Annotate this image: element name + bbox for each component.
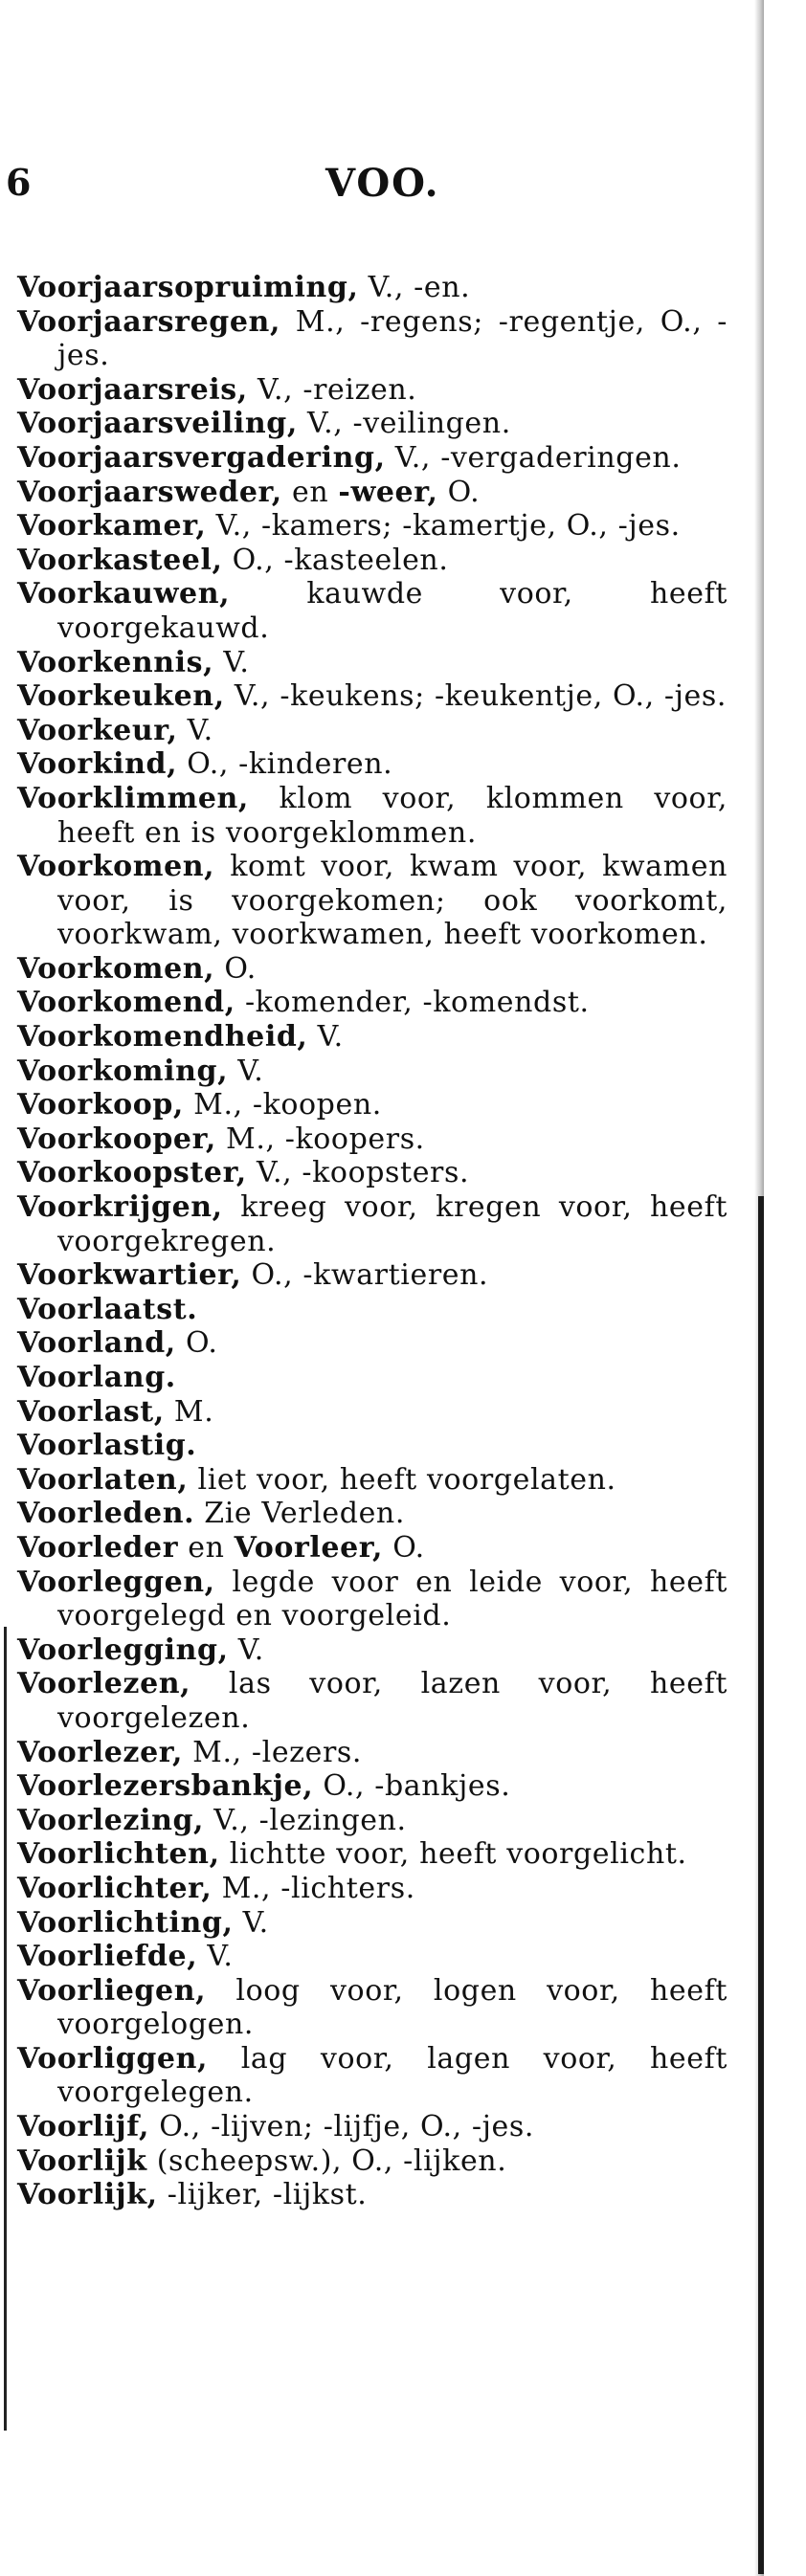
entry-definition: M., -koopen.: [183, 1088, 382, 1122]
entry-headword: Voorlijk,: [17, 2178, 158, 2212]
dictionary-entry: [17, 373, 728, 408]
entry-headword: Voorlaten,: [17, 1462, 189, 1497]
entry-body: [17, 1566, 728, 1633]
dictionary-entry: [17, 1395, 728, 1430]
entry-definition: V.: [307, 1020, 344, 1055]
dictionary-entry: [17, 1156, 728, 1190]
dictionary-entry: [17, 952, 728, 987]
entry-body: [17, 1055, 728, 1089]
page-edge-binding: [758, 1196, 764, 2574]
dictionary-entry: [17, 544, 728, 578]
entry-headword: Voorjaarsreis,: [17, 372, 248, 407]
entry-headword: Voorjaarsregen,: [17, 304, 280, 339]
entry-headword: Voorlaatst.: [17, 1292, 198, 1326]
entry-definition: O., -lijven; -lijfje, O., -jes.: [149, 2110, 534, 2144]
entry-definition: V.: [177, 713, 213, 747]
entry-headword: Voorjaarsveiling,: [17, 407, 298, 441]
entry-body: [17, 1804, 728, 1838]
entry-definition: (scheepsw.), O., -lijken.: [146, 2143, 507, 2178]
entry-body: [17, 1633, 728, 1668]
entry-definition: O., -bankjes.: [313, 1769, 511, 1804]
entry-headword: Voorlezer,: [17, 1735, 184, 1769]
entry-headword: Voorjaarsweder,: [17, 475, 282, 509]
entry-headword: Voorkomen,: [17, 850, 215, 884]
entry-definition: M., -regens; -regentje, O., -jes.: [57, 304, 728, 373]
entry-headword: Voorlichten,: [17, 1837, 220, 1872]
entry-body: [17, 1837, 728, 1872]
entry-definition: O., -kasteelen.: [222, 543, 449, 577]
entry-headword: Voorkeur,: [17, 713, 178, 747]
entry-headword: Voorleder: [17, 1530, 179, 1565]
entry-definition: O., -kwartieren.: [241, 1258, 489, 1293]
entry-headword: Voorjaarsvergadering,: [17, 440, 386, 475]
entry-body: [17, 1156, 728, 1190]
entry-definition: Zie Verleden.: [194, 1497, 405, 1531]
entry-definition: kauwde voor, heeft voorgekauwd.: [57, 577, 728, 645]
entry-definition: V.: [228, 1054, 264, 1088]
entry-definition: legde voor en leide voor, heeft voorgelegd en voorgeleid.: [57, 1565, 728, 1633]
entry-headword-variant: Voorleer,: [234, 1530, 384, 1565]
entry-headword: Voorkauwen,: [17, 577, 231, 611]
entry-headword: Voorland,: [17, 1326, 176, 1361]
entry-body: [17, 1088, 728, 1122]
dictionary-entry: [17, 1429, 728, 1463]
entry-body: [17, 2110, 728, 2144]
entry-definition: V., -vergaderingen.: [385, 440, 682, 475]
entry-body: [17, 441, 728, 476]
entry-body: [17, 1258, 728, 1293]
dictionary-entry: [17, 1872, 728, 1906]
dictionary-entry: [17, 271, 728, 305]
dictionary-entry: [17, 2144, 728, 2179]
dictionary-entry: [17, 1122, 728, 1157]
entry-body: [17, 1769, 728, 1804]
dictionary-entry: [17, 1940, 728, 1974]
entry-body: [17, 1429, 728, 1463]
entry-headword: Voorkrijgen,: [17, 1190, 223, 1225]
entry-body: [17, 544, 728, 578]
entry-definition: V.: [228, 1632, 264, 1667]
entry-body: [17, 1906, 728, 1941]
entry-headword: Voorlezersbankje,: [17, 1769, 314, 1804]
dictionary-entry: [17, 1361, 728, 1395]
dictionary-entry: [17, 1804, 728, 1838]
entry-definition: lichtte voor, heeft voorgelicht.: [219, 1837, 687, 1872]
entry-body: [17, 2042, 728, 2110]
entry-body: [17, 509, 728, 544]
entry-definition: V., -en.: [358, 271, 471, 304]
dictionary-entry: [17, 1667, 728, 1735]
entry-definition: V.: [213, 645, 250, 679]
dictionary-entry: [17, 476, 728, 510]
entry-definition: lag voor, lagen voor, heeft voorgelegen.: [57, 2041, 728, 2110]
entry-headword: Voorklimmen,: [17, 781, 249, 815]
entry-headword: Voorkooper,: [17, 1121, 216, 1156]
entry-definition: loog voor, logen voor, heeft voorgelogen.: [57, 1973, 728, 2042]
entry-headword: Voorleggen,: [17, 1565, 215, 1599]
entry-definition: klom voor, klommen voor, heeft en is voorgeklommen.: [57, 781, 728, 850]
entry-headword: Voorlezen,: [17, 1667, 191, 1701]
dictionary-entry: [17, 1020, 728, 1055]
dictionary-entry: [17, 1974, 728, 2042]
entry-headword: Voorkoopster,: [17, 1156, 247, 1190]
entry-body: [17, 2178, 728, 2212]
entry-headword: Voorkomendheid,: [17, 1020, 308, 1055]
entry-definition: las voor, lazen voor, heeft voorgelezen.: [57, 1667, 728, 1735]
entry-definition-variant: O.: [383, 1530, 425, 1565]
dictionary-entry: [17, 305, 728, 373]
entry-definition: V.: [197, 1940, 234, 1974]
dictionary-entry: [17, 509, 728, 544]
margin-rule: [4, 1627, 7, 2431]
entry-body: [17, 1974, 728, 2042]
entry-headword: Voorkoming,: [17, 1054, 229, 1088]
entry-headword: Voorlijf,: [17, 2110, 150, 2144]
entry-headword: Voorkind,: [17, 747, 178, 782]
entry-headword: Voorleden.: [17, 1497, 195, 1531]
dictionary-entry: [17, 1566, 728, 1633]
entry-body: [17, 305, 728, 373]
dictionary-entry: [17, 1906, 728, 1941]
entry-body: [17, 1531, 728, 1566]
entry-definition: M., -lezers.: [183, 1735, 363, 1769]
entry-headword: Voorkennis,: [17, 645, 214, 679]
entry-definition: V., -lezingen.: [204, 1803, 407, 1837]
entry-body: [17, 407, 728, 441]
dictionary-entry: [17, 1190, 728, 1258]
entry-headword: Voorkoop,: [17, 1088, 184, 1122]
entry-body: [17, 1497, 728, 1531]
entry-body: [17, 782, 728, 850]
entry-definition: -komender, -komendst.: [235, 986, 590, 1020]
entry-headword: Voorlegging,: [17, 1632, 229, 1667]
entry-body: [17, 1122, 728, 1157]
entry-headword-variant: -weer,: [338, 475, 438, 509]
entry-headword: Voorlichting,: [17, 1905, 234, 1940]
entry-body: [17, 747, 728, 782]
dictionary-entry: [17, 850, 728, 952]
dictionary-entry: [17, 441, 728, 476]
entry-body: [17, 1872, 728, 1906]
dictionary-entry: [17, 1531, 728, 1566]
entry-definition: M., -koopers.: [215, 1121, 425, 1156]
dictionary-entry: [17, 1258, 728, 1293]
dictionary-entry: [17, 679, 728, 714]
dictionary-entry: [17, 1736, 728, 1770]
dictionary-entry: [17, 2178, 728, 2212]
entry-definition: en: [281, 475, 339, 509]
entry-body: [17, 1667, 728, 1735]
dictionary-entry: [17, 1769, 728, 1804]
entry-body: [17, 1326, 728, 1361]
entry-body: [17, 476, 728, 510]
dictionary-entry: [17, 407, 728, 441]
running-head: VOO.: [325, 161, 440, 206]
dictionary-entry: [17, 577, 728, 645]
dictionary-entry: [17, 986, 728, 1020]
entry-definition: O., -kinderen.: [177, 747, 393, 782]
entry-headword: Voorkamer,: [17, 509, 207, 544]
entry-body: [17, 271, 728, 305]
entry-headword: Voorliggen,: [17, 2041, 209, 2076]
entry-definition: V., -veilingen.: [297, 407, 511, 441]
entry-body: [17, 1020, 728, 1055]
dictionary-entry: [17, 2042, 728, 2110]
entry-headword: Voorliefde,: [17, 1940, 198, 1974]
entry-definition-variant: O.: [437, 475, 481, 509]
entry-headword: Voorlang.: [17, 1361, 176, 1394]
dictionary-entry: [17, 782, 728, 850]
page-number: 6: [6, 161, 33, 204]
entry-body: [17, 1463, 728, 1498]
entry-definition: komt voor, kwam voor, kwamen voor, is voorgekomen; ook voorkomt, voorkwam, voorkwamen, heeft voorkomen.: [57, 850, 728, 952]
entry-definition: V., -koopsters.: [246, 1156, 470, 1190]
entry-headword: Voorlichter,: [17, 1871, 213, 1905]
entry-headword: Voorkwartier,: [17, 1258, 242, 1293]
entry-headword: Voorlastig.: [17, 1429, 197, 1463]
entry-body: [17, 850, 728, 952]
entry-headword: Voorkomend,: [17, 986, 235, 1020]
dictionary-entry: [17, 2110, 728, 2144]
entry-headword: Voorlast,: [17, 1394, 165, 1429]
dictionary-entry: [17, 1633, 728, 1668]
dictionary-entry: [17, 747, 728, 782]
entry-definition: V., -kamers; -kamertje, O., -jes.: [206, 509, 681, 544]
dictionary-entry: [17, 1055, 728, 1089]
dictionary-entry: [17, 1293, 728, 1327]
dictionary-entry: [17, 646, 728, 680]
entry-definition: liet voor, heeft voorgelaten.: [188, 1462, 616, 1497]
entry-definition: O.: [175, 1326, 218, 1361]
dictionary-entry: [17, 1497, 728, 1531]
entry-body: [17, 1736, 728, 1770]
dictionary-column: [17, 271, 728, 2212]
entry-definition: V.: [233, 1905, 269, 1940]
entry-body: [17, 1190, 728, 1258]
entry-body: [17, 679, 728, 714]
entry-definition: M.: [164, 1394, 214, 1429]
dictionary-entry: [17, 714, 728, 748]
dictionary-entry: [17, 1088, 728, 1122]
entry-body: [17, 1361, 728, 1395]
entry-definition: M., -lichters.: [212, 1871, 415, 1905]
entry-headword: Voorliegen,: [17, 1973, 207, 2008]
dictionary-entry: [17, 1837, 728, 1872]
entry-body: [17, 1293, 728, 1327]
entry-definition: en: [178, 1530, 235, 1565]
dictionary-entry: [17, 1463, 728, 1498]
entry-body: [17, 714, 728, 748]
dictionary-entry: [17, 1326, 728, 1361]
entry-definition: kreeg voor, kregen voor, heeft voorgekregen.: [57, 1190, 728, 1258]
entry-definition: V., -keukens; -keukentje, O., -jes.: [224, 679, 728, 714]
entry-headword: Voorkeuken,: [17, 679, 225, 714]
entry-headword: Voorlezing,: [17, 1803, 205, 1837]
entry-definition: O.: [214, 951, 257, 986]
entry-headword: Voorkasteel,: [17, 543, 223, 577]
entry-body: [17, 952, 728, 987]
entry-body: [17, 373, 728, 408]
entry-body: [17, 986, 728, 1020]
entry-headword: Voorkomen,: [17, 951, 215, 986]
entry-headword: Voorlijk: [17, 2143, 147, 2178]
entry-headword: Voorjaarsopruiming,: [17, 271, 359, 304]
entry-definition: V., -reizen.: [247, 372, 417, 407]
entry-body: [17, 646, 728, 680]
entry-definition: -lijker, -lijkst.: [157, 2178, 368, 2212]
entry-body: [17, 1395, 728, 1430]
entry-body: [17, 2144, 728, 2179]
entry-body: [17, 577, 728, 645]
entry-body: [17, 1940, 728, 1974]
